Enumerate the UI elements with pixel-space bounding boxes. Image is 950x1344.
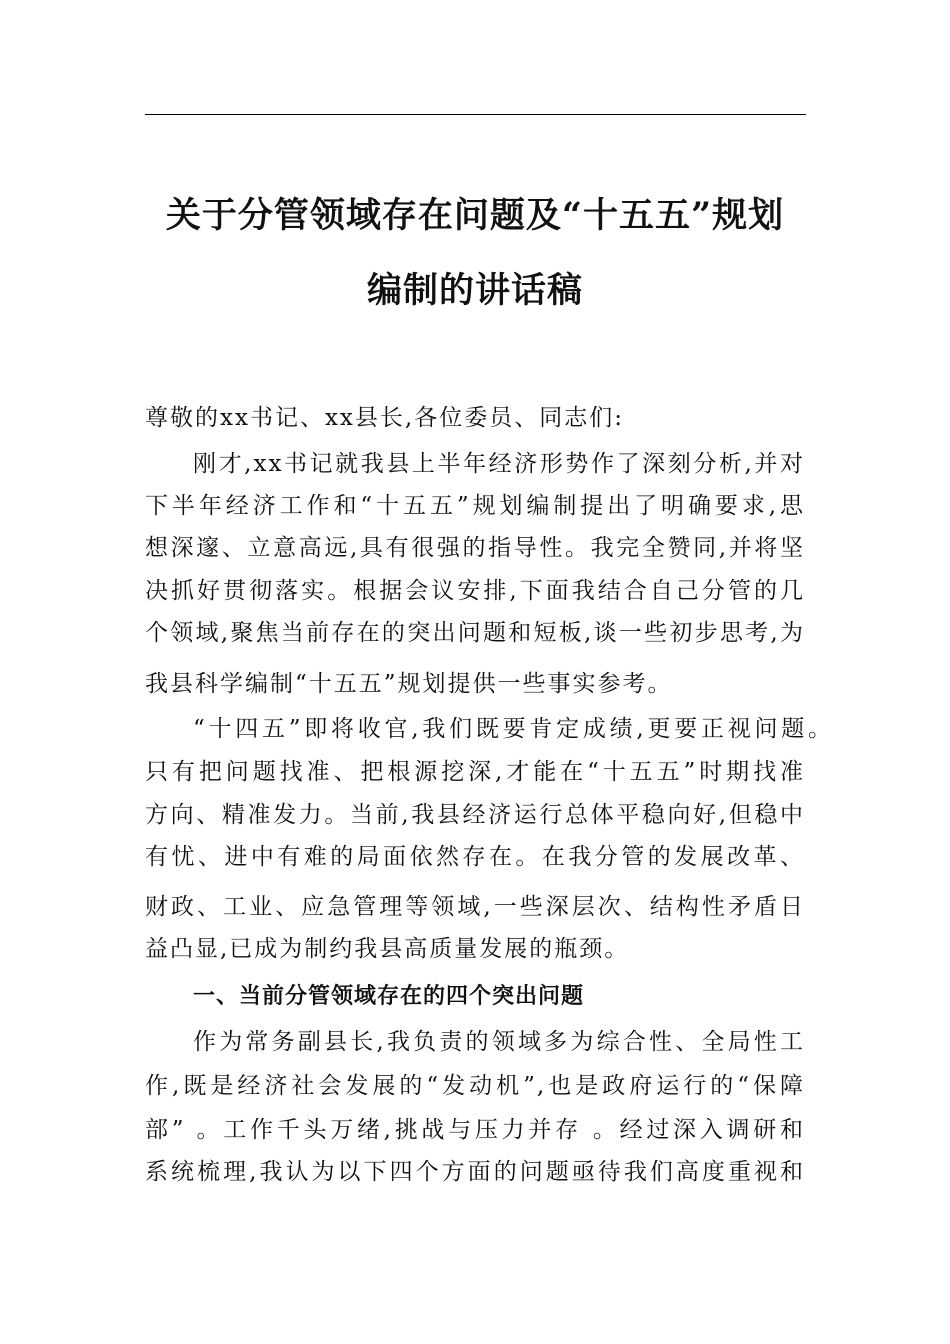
body-line: 财政、工业、应急管理等领域,一些深层次、结构性矛盾日	[145, 894, 805, 920]
section-heading: 一、当前分管领域存在的四个突出问题	[193, 984, 585, 1009]
document-title-line-1: 关于分管领域存在问题及“十五五”规划	[165, 195, 785, 236]
body-line: 方向、精准发力。当前,我县经济运行总体平稳向好,但稳中	[145, 802, 805, 828]
body-line: 决抓好贯彻落实。根据会议安排,下面我结合自己分管的几	[145, 578, 805, 604]
body-line: 只有把问题找准、把根源挖深,才能在“十五五”时期找准	[145, 759, 805, 785]
salutation: 尊敬的xx书记、xx县长,各位委员、同志们:	[145, 405, 624, 431]
body-line: 刚才,xx书记就我县上半年经济形势作了深刻分析,并对	[193, 451, 805, 477]
body-line: 有忧、进中有难的局面依然存在。在我分管的发展改革、	[145, 844, 805, 870]
body-line: 我县科学编制“十五五”规划提供一些事实参考。	[145, 671, 673, 697]
body-line: 想深邃、立意高远,具有很强的指导性。我完全赞同,并将坚	[145, 535, 805, 561]
body-line: 个领域,聚焦当前存在的突出问题和短板,谈一些初步思考,为	[145, 620, 805, 646]
body-line: 系统梳理,我认为以下四个方面的问题亟待我们高度重视和	[145, 1159, 805, 1185]
body-line: 作,既是经济社会发展的“发动机”,也是政府运行的“保障	[145, 1073, 805, 1099]
header-rule	[145, 114, 806, 115]
body-line: “十四五”即将收官,我们既要肯定成绩,更要正视问题。	[193, 716, 833, 742]
body-line: 作为常务副县长,我负责的领域多为综合性、全局性工	[193, 1029, 805, 1055]
body-line: 部” 。工作千头万绪,挑战与压力并存 。经过深入调研和	[145, 1117, 805, 1143]
document-title-line-2: 编制的讲话稿	[366, 270, 583, 311]
body-line: 益凸显,已成为制约我县高质量发展的瓶颈。	[145, 936, 630, 962]
body-line: 下半年经济工作和“十五五”规划编制提出了明确要求,思	[145, 493, 805, 519]
